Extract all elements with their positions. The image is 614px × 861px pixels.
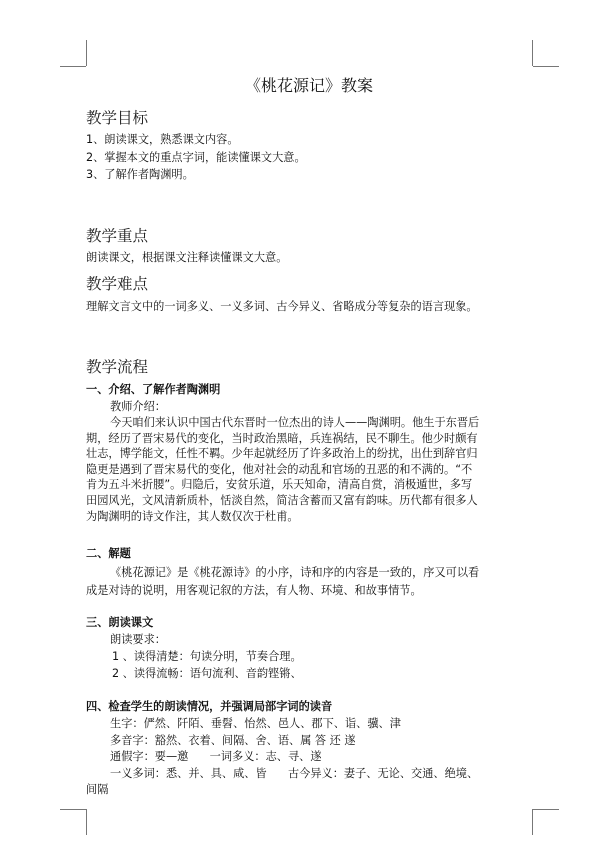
- key-points-heading: 教学重点: [86, 227, 149, 245]
- paragraph-line: 隐更是遇到了晋宋易代的变化，他对社会的动乱和官场的丑恶的和不满的。“不: [86, 462, 473, 476]
- vocab-line: 间隔: [86, 783, 109, 796]
- paragraph-line: 今天咱们来认识中国古代东晋时一位杰出的诗人——陶渊明。他生于东晋后: [110, 416, 480, 429]
- difficulties-heading: 教学难点: [86, 275, 149, 293]
- paragraph-line: 壮志，博学能文，任性不羁。少年起就经历了许多政治上的纷扰，出仕到辞官归: [86, 447, 478, 461]
- goal-item: 2、掌握本文的重点字词，能读懂课文大意。: [86, 151, 306, 164]
- vocab-line: 一义多词：悉、并、具、咸、皆 古今异义：妻子、无论、交通、绝境、: [110, 767, 479, 780]
- crop-mark-bottom-left-v: [86, 809, 87, 835]
- difficulties-text: 理解文言文中的一词多义、一义多词、古今异义、省略成分等复杂的语言现象。: [86, 300, 478, 313]
- part2-heading: 二、解题: [86, 547, 131, 560]
- vocab-line: 通假字：要—邀 一词多义：志、寻、遂: [110, 750, 322, 763]
- reading-requirement-item: 1 、读得清楚：句读分明，节奏合理。: [112, 650, 302, 663]
- part3-label: 朗读要求：: [110, 633, 166, 646]
- part3-heading: 三、朗读课文: [86, 616, 154, 629]
- paragraph-line: 为陶渊明的诗文作注，其人数仅次于杜甫。: [86, 509, 299, 523]
- part2-paragraph: [86, 564, 532, 600]
- part1-paragraph: [86, 415, 532, 524]
- crop-mark-top-left-v: [86, 40, 87, 66]
- crop-mark-top-right-h: [533, 66, 559, 67]
- crop-mark-top-left-h: [60, 66, 86, 67]
- crop-mark-bottom-right-v: [532, 809, 533, 835]
- reading-requirement-item: 2 、读得流畅：语句流利、音韵铿锵、: [112, 667, 302, 680]
- crop-mark-bottom-right-h: [533, 809, 559, 810]
- goal-item: 1、朗读课文，熟悉课文内容。: [86, 133, 239, 146]
- paragraph-line: 《桃花源记》是《桃花源诗》的小序，诗和序的内容是一致的，序又可以看: [110, 566, 480, 579]
- document-title: 《桃花源记》教案: [244, 76, 373, 95]
- crop-mark-bottom-left-h: [60, 809, 86, 810]
- paragraph-line: 田园风光，文风清新质朴，恬淡自然，简洁含蓄而又富有韵味。历代都有很多人: [86, 493, 478, 507]
- goals-heading: 教学目标: [86, 109, 149, 127]
- process-heading: 教学流程: [86, 358, 149, 376]
- part1-heading: 一、介绍、了解作者陶渊明: [86, 383, 221, 396]
- paragraph-line: 期，经历了晋宋易代的变化，当时政治黑暗，兵连祸结，民不聊生。他少时颇有: [86, 431, 478, 445]
- part4-heading: 四、检查学生的朗读情况，并强调局部字词的读音: [86, 700, 333, 713]
- vocab-line: 多音字：豁然、衣着、间隔、舍、语、属 答 还 遂: [110, 734, 356, 747]
- paragraph-line: 肯为五斗米折腰”。归隐后，安贫乐道，乐天知命，清高自赏，消极遁世，多写: [86, 478, 473, 492]
- goal-item: 3、了解作者陶渊明。: [86, 168, 194, 181]
- crop-mark-top-right-v: [532, 40, 533, 66]
- part1-label: 教师介绍：: [110, 400, 166, 413]
- paragraph-line: 成是对诗的说明，用客观记叙的方法，有人物、环境、和故事情节。: [86, 584, 422, 597]
- vocab-line: 生字：俨然、阡陌、垂髫、怡然、邑人、郡下、诣、骥、津: [110, 717, 401, 730]
- key-points-text: 朗读课文，根据课文注释读懂课文大意。: [86, 251, 288, 264]
